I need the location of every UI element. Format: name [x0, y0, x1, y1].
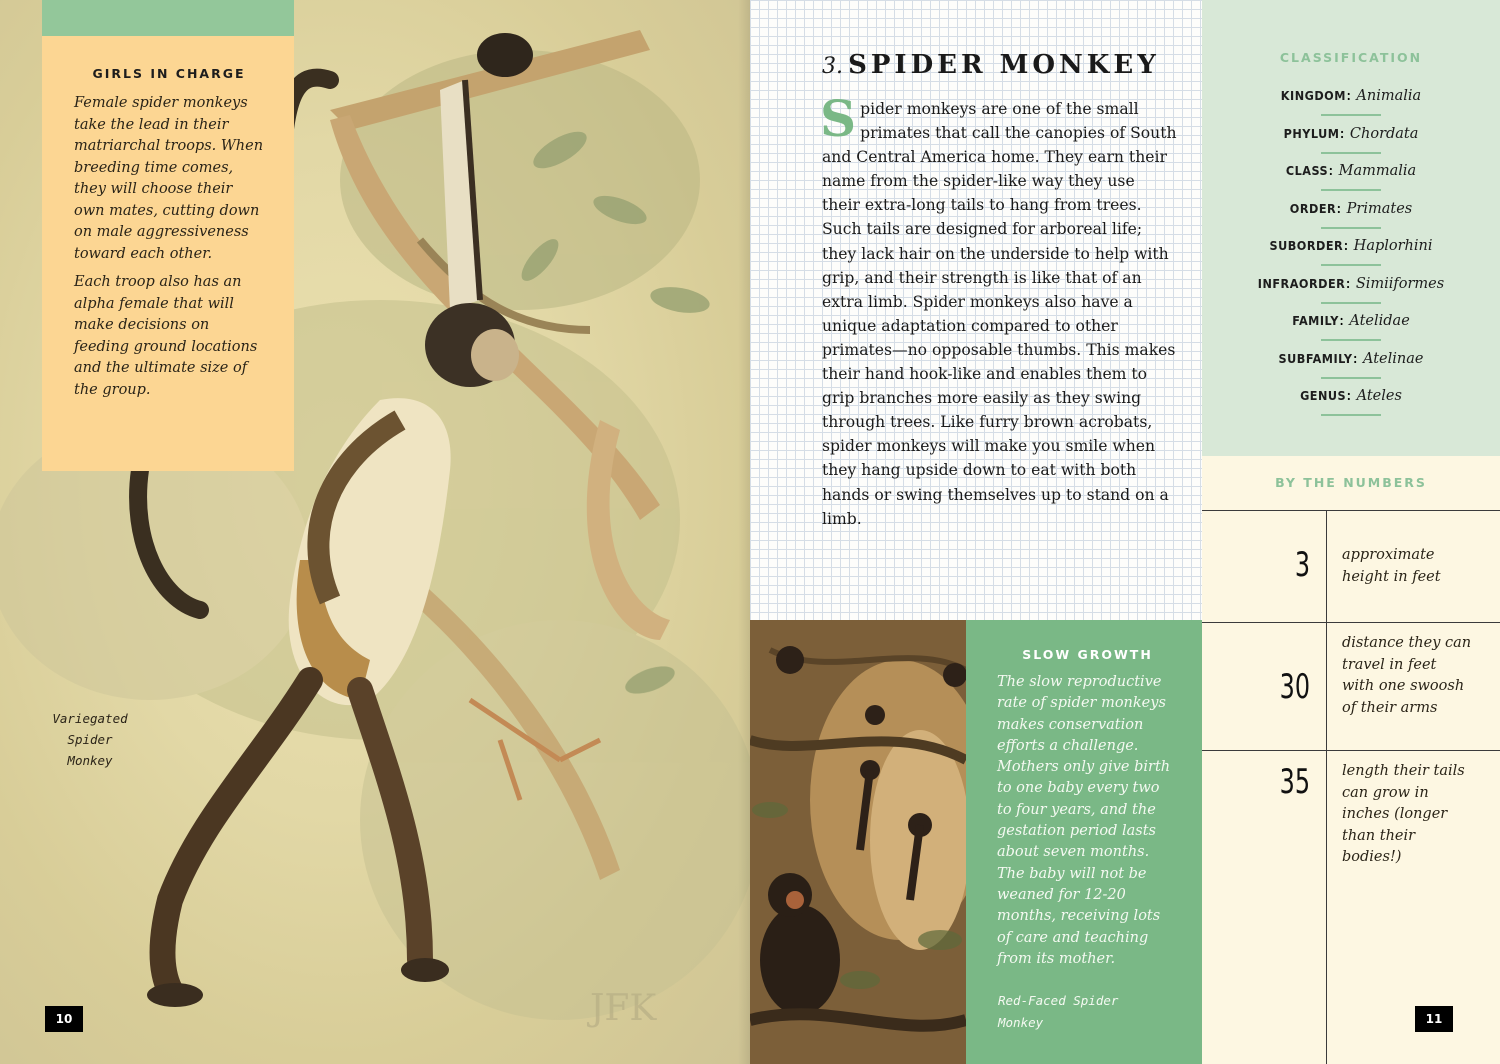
classification-title: CLASSIFICATION: [1279, 50, 1423, 65]
stat-description: approximate height in feet: [1342, 547, 1441, 585]
caption-line: Red-Faced Spider: [998, 993, 1119, 1008]
classification-label: INFRAORDER: [1257, 275, 1346, 291]
article-body-text: pider monkeys are one of the small primates that call the canopies of South and Central America home. They earn their name from the spider-like way they use their extra-long tails to hang from trees. Such tails are designed for arboreal life; they lack hair on the underside to help with grip, and their strength is like that of an extra limb. Spider monkeys also have a unique adaptation compared to other primates—no opposable thumbs. This makes their hand hook-like and enables them to grip branches more easily as they swing through trees. Like furry brown acrobats, spider monkeys will make you smile when they hang upside down to eat with both hands or swing themselves up to stand on a limb.: [822, 100, 1177, 528]
table-divider: [1202, 750, 1500, 751]
classification-separator: :: [1336, 197, 1347, 217]
sidebar-girls-in-charge: [42, 36, 294, 471]
caption-line: Spider: [67, 732, 113, 747]
article-body: [820, 89, 1177, 531]
stat-description: length their tails can grow in inches (longer than their bodies!): [1342, 763, 1465, 865]
sidebar-paragraph: Each troop also has an alpha female that will make decisions on feeding ground locations and the ultimate size of the group.: [74, 274, 258, 398]
classification-row: [1202, 160, 1500, 198]
classification-row: [1202, 385, 1500, 423]
classification-divider: [1321, 264, 1381, 266]
title-number: 3.: [822, 54, 843, 79]
classification-value: Atelinae: [1363, 350, 1424, 367]
classification-value: Haplorhini: [1353, 238, 1433, 254]
classification-label: SUBFAMILY: [1278, 350, 1353, 366]
by-the-numbers-header: [1202, 456, 1500, 510]
classification-separator: :: [1343, 235, 1354, 254]
stat-value: 3: [1294, 545, 1310, 585]
classification-label: PHYLUM: [1283, 125, 1340, 141]
classification-row: [1202, 235, 1500, 273]
classification-separator: :: [1346, 385, 1357, 404]
caption-line: Monkey: [998, 1015, 1044, 1030]
classification-panel: [1202, 0, 1500, 456]
slow-growth-title: SLOW GROWTH: [1022, 647, 1153, 662]
stat-value: 30: [1279, 667, 1310, 707]
page-number: 10: [45, 1006, 83, 1032]
book-gutter-shadow: [738, 0, 750, 1064]
slow-growth-text: The slow reproductive rate of spider monkeys makes conservation efforts a challenge. Mothers only give birth to one baby every two to four years, and the gestation period lasts about seven months. The baby will not be weaned for 12-20 months, receiving lots of care and teaching from its mother.: [997, 674, 1171, 967]
article-title: [822, 50, 1160, 80]
classification-divider: [1321, 114, 1381, 116]
classification-separator: :: [1345, 85, 1357, 104]
classification-row: [1202, 198, 1500, 236]
classification-label: FAMILY: [1292, 313, 1339, 328]
illustration-caption: [40, 708, 140, 771]
classification-separator: :: [1338, 310, 1350, 329]
title-text: SPIDER MONKEY: [848, 50, 1160, 80]
caption-line: Variegated: [52, 711, 128, 726]
classification-value: Mammalia: [1338, 163, 1417, 179]
classification-value: Chordata: [1349, 125, 1419, 142]
illustration-caption: [998, 990, 1178, 1034]
classification-separator: :: [1345, 272, 1356, 292]
classification-label: CLASS: [1285, 163, 1329, 178]
classification-label: ORDER: [1289, 200, 1337, 216]
classification-divider: [1321, 377, 1381, 379]
classification-label: KINGDOM: [1280, 88, 1346, 103]
by-the-numbers-title: BY THE NUMBERS: [1275, 475, 1427, 490]
classification-value: Primates: [1346, 200, 1413, 217]
classification-value: Ateles: [1356, 388, 1402, 404]
classification-separator: :: [1339, 122, 1350, 142]
caption-line: Monkey: [67, 753, 113, 768]
sidebar-paragraph: Female spider monkeys take the lead in their matriarchal troops. When breeding time comes, they will choose their own mates, cutting down on male aggressiveness toward each other.: [74, 95, 264, 262]
stat-description: distance they can travel in feet with one swoosh of their arms: [1342, 635, 1472, 716]
sidebar-title: GIRLS IN CHARGE: [92, 66, 246, 81]
svg-text:JFK: JFK: [590, 988, 657, 1029]
red-faced-spider-monkey-illustration: [750, 620, 966, 1064]
drop-cap: S: [820, 89, 857, 148]
classification-divider: [1321, 339, 1381, 341]
table-divider: [1202, 510, 1500, 511]
classification-divider: [1321, 414, 1381, 416]
classification-divider: [1321, 152, 1381, 154]
decorative-strip: [42, 0, 294, 36]
page-number: 11: [1415, 1006, 1453, 1032]
stat-value: 35: [1279, 762, 1310, 802]
classification-label: SUBORDER: [1269, 238, 1344, 253]
table-divider: [1326, 510, 1327, 1064]
classification-label: GENUS: [1300, 388, 1347, 403]
classification-divider: [1321, 227, 1381, 229]
classification-row: [1202, 123, 1500, 161]
classification-value: Animalia: [1356, 88, 1422, 104]
classification-value: Simiiformes: [1355, 275, 1445, 292]
classification-value: Atelidae: [1349, 313, 1410, 329]
classification-row: [1202, 310, 1500, 348]
classification-divider: [1321, 189, 1381, 191]
classification-row: [1202, 273, 1500, 311]
classification-separator: :: [1352, 347, 1363, 367]
classification-separator: :: [1328, 160, 1339, 179]
classification-divider: [1321, 302, 1381, 304]
classification-row: [1202, 85, 1500, 123]
table-divider: [1202, 622, 1500, 623]
classification-row: [1202, 348, 1500, 386]
